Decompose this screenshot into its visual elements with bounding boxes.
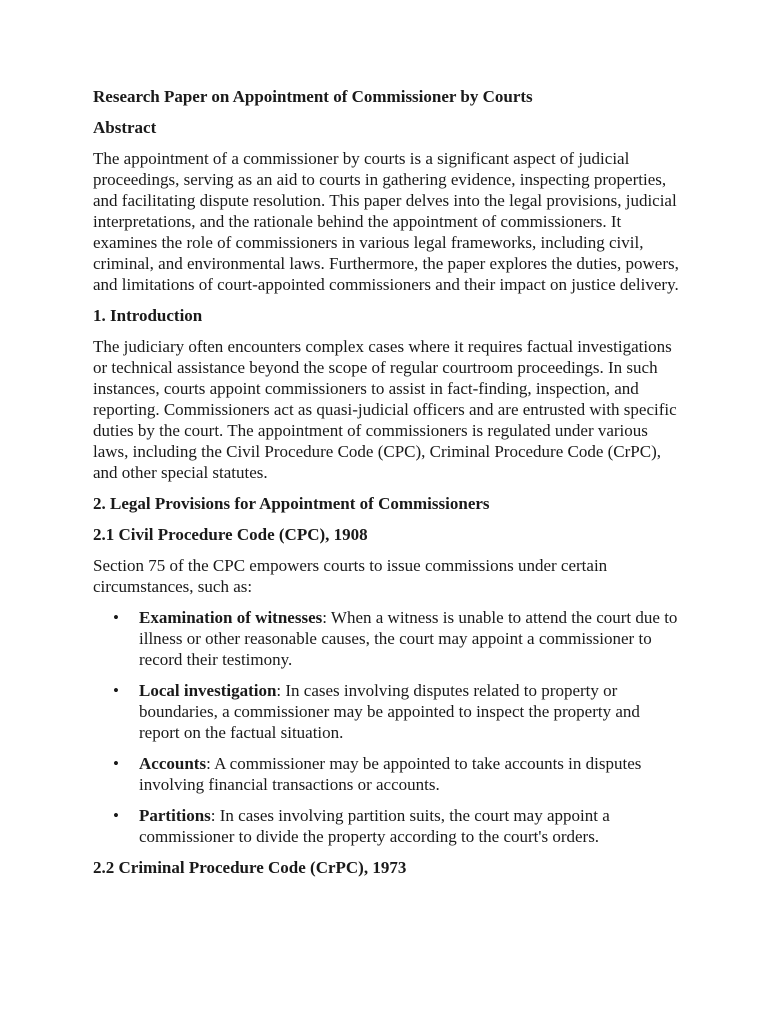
cpc-heading: 2.1 Civil Procedure Code (CPC), 1908 [93,525,368,544]
cpc-commission-list [93,607,683,847]
list-item-text: : When a witness is unable to attend the court due to illness or other reasonable causes, the court may appoint a commissioner to record their testimony. [139,608,678,669]
abstract-text: The appointment of a commissioner by courts is a significant aspect of judicial proceedings, serving as an aid to courts in gathering evidence, inspecting properties, and facilitating dispute resolution. This paper delves into the legal provisions, judicial interpretations, and the rationale behind the appointment of commissioners. It examines the role of commissioners in various legal frameworks, including civil, criminal, and environmental laws. Furthermore, the paper explores the duties, powers, and limitations of court-appointed commissioners and their impact on justice delivery. [93,149,679,294]
bullet-icon: • [113,806,119,825]
list-item [93,607,683,670]
list-item [93,805,683,847]
list-item-text: : In cases involving partition suits, the court may appoint a commissioner to divide the property according to the court's orders. [139,806,610,846]
list-item [93,680,683,743]
abstract-heading: Abstract [93,118,157,137]
introduction-heading: 1. Introduction [93,306,203,325]
list-item-text: : In cases involving disputes related to property or boundaries, a commissioner may be appointed to inspect the property and report on the factual situation. [139,681,640,742]
list-item-term: Local investigation [139,681,277,700]
cpc-intro: Section 75 of the CPC empowers courts to issue commissions under certain circumstances, such as: [93,556,608,596]
introduction-text: The judiciary often encounters complex cases where it requires factual investigations or technical assistance beyond the scope of regular courtroom proceedings. In such instances, courts appoint commissioners to assist in fact-finding, inspection, and reporting. Commissioners act as quasi-judicial officers and are entrusted with specific duties by the court. The appointment of commissioners is regulated under various laws, including the Civil Procedure Code (CPC), Criminal Procedure Code (CrPC), and other special statutes. [93,337,677,482]
list-item-text: : A commissioner may be appointed to take accounts in disputes involving financial transactions or accounts. [139,754,642,794]
list-item [93,753,683,795]
bullet-icon: • [113,754,119,773]
list-item-term: Examination of witnesses [139,608,323,627]
bullet-icon: • [113,681,119,700]
legal-provisions-heading: 2. Legal Provisions for Appointment of Commissioners [93,494,490,513]
list-item-term: Partitions [139,806,211,825]
list-item-term: Accounts [139,754,207,773]
document-page [93,86,683,888]
crpc-heading: 2.2 Criminal Procedure Code (CrPC), 1973 [93,858,407,877]
paper-title: Research Paper on Appointment of Commissioner by Courts [93,87,533,106]
bullet-icon: • [113,608,119,627]
